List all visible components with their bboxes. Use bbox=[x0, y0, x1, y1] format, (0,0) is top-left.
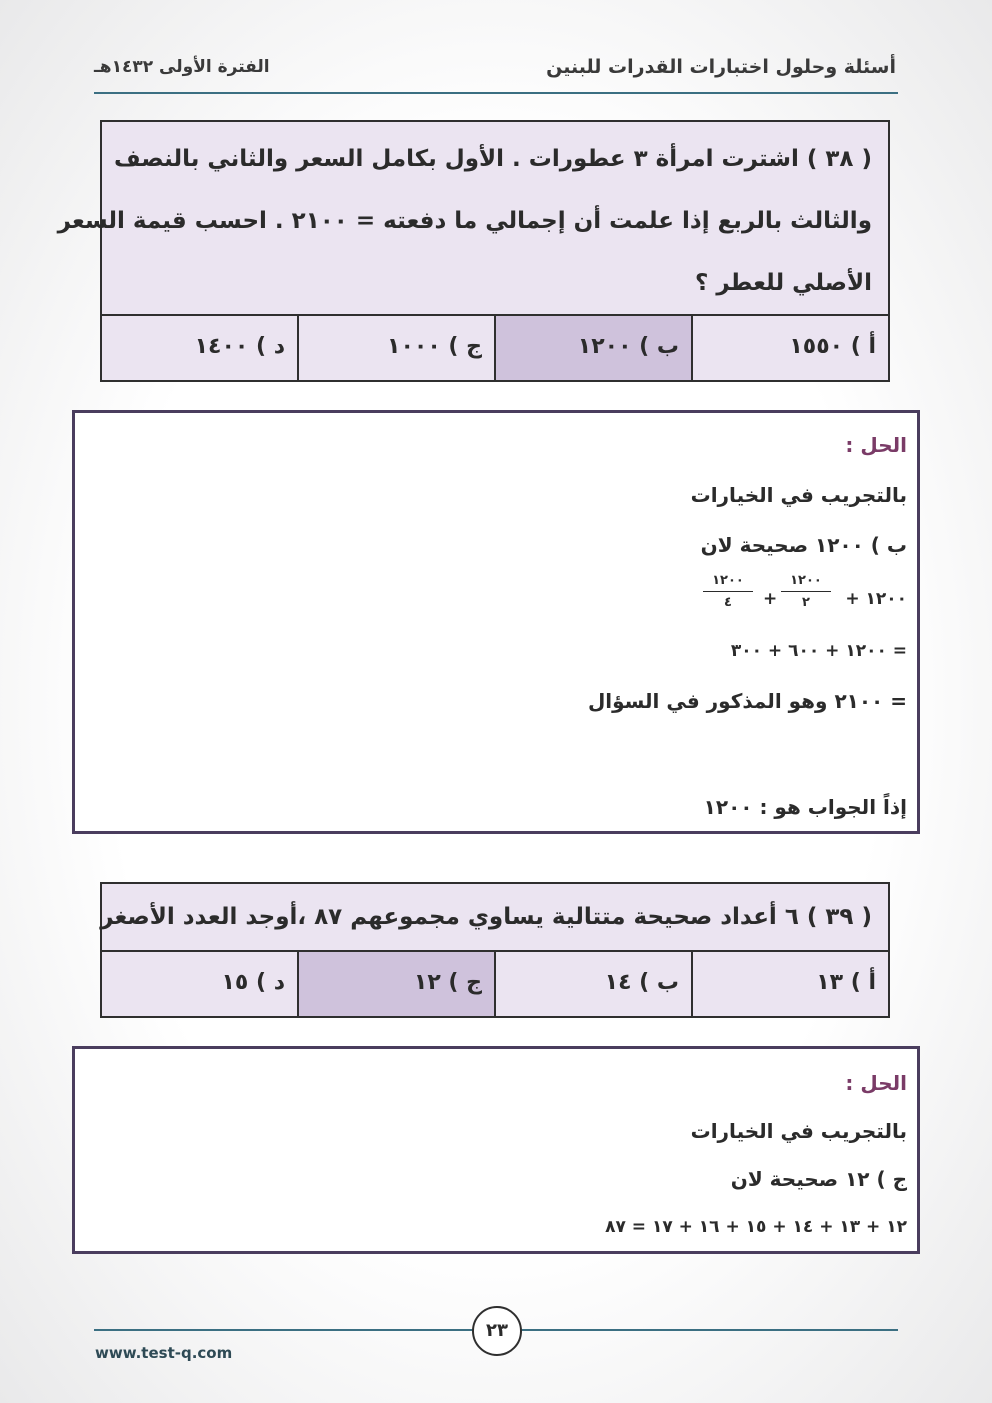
solution-line: بالتجريب في الخيارات bbox=[690, 1119, 907, 1143]
footer-divider-right bbox=[518, 1329, 898, 1331]
equation-lead: ١٢٠٠ + bbox=[845, 589, 907, 609]
option-b[interactable]: ب ) ١٤ bbox=[494, 952, 691, 1016]
question-39-box bbox=[100, 882, 890, 1018]
fraction-denominator: ٢ bbox=[802, 595, 810, 610]
solution-38-box bbox=[72, 410, 920, 834]
plus-sign: + bbox=[763, 589, 778, 609]
question-line: والثالث بالربع إذا علمت أن إجمالي ما دفعته = ٢١٠٠ . احسب قيمة السعر bbox=[57, 208, 872, 234]
equation-line: = ١٢٠٠ + ٦٠٠ + ٣٠٠ bbox=[730, 641, 907, 661]
question-39-options bbox=[102, 950, 888, 1016]
question-line: ( ٣٩ ) ٦ أعداد صحيحة متتالية يساوي مجموعهم ٨٧ ،أوجد العدد الأصغر bbox=[100, 904, 872, 930]
fraction-numerator: ١٢٠٠ bbox=[790, 573, 822, 588]
question-39-text bbox=[102, 884, 888, 948]
book-title: أسئلة وحلول اختبارات القدرات للبنين bbox=[546, 56, 896, 78]
question-line: ( ٣٨ ) اشترت امرأة ٣ عطورات . الأول بكامل السعر والثاني بالنصف bbox=[114, 146, 872, 172]
question-38-options bbox=[102, 314, 888, 380]
website-link[interactable]: www.test-q.com bbox=[95, 1344, 233, 1362]
question-line: الأصلي للعطر ؟ bbox=[695, 270, 872, 296]
fraction-denominator: ٤ bbox=[724, 595, 732, 610]
option-a[interactable]: أ ) ١٥٥٠ bbox=[691, 316, 888, 380]
option-d[interactable]: د ) ١٤٠٠ bbox=[194, 334, 285, 359]
solution-title: الحل : bbox=[845, 433, 907, 457]
solution-line: ج ) ١٢ صحيحة لان bbox=[730, 1167, 907, 1191]
option-c-selected[interactable]: ج ) ١٢ bbox=[297, 952, 494, 1016]
final-answer: إذاً الجواب هو : ١٢٠٠ bbox=[703, 795, 907, 819]
solution-title: الحل : bbox=[845, 1071, 907, 1095]
question-38-text bbox=[57, 122, 888, 314]
fraction-quarter bbox=[703, 573, 753, 610]
fraction-bar bbox=[703, 591, 753, 592]
question-38-box bbox=[57, 120, 890, 382]
equation-line: ١٢ + ١٣ + ١٤ + ١٥ + ١٦ + ١٧ = ٨٧ bbox=[605, 1217, 907, 1237]
fraction-half bbox=[781, 573, 831, 610]
solution-line: بالتجريب في الخيارات bbox=[690, 483, 907, 507]
solution-line: ب ) ١٢٠٠ صحيحة لان bbox=[700, 533, 907, 557]
option-c[interactable]: ج ) ١٠٠٠ bbox=[297, 316, 494, 380]
period-label: الفترة الأولى ١٤٣٢هـ bbox=[94, 57, 270, 77]
option-a[interactable]: أ ) ١٣ bbox=[691, 952, 888, 1016]
fraction-bar bbox=[781, 591, 831, 592]
option-b-selected[interactable]: ب ) ١٢٠٠ bbox=[494, 316, 691, 380]
footer-divider-left bbox=[94, 1329, 474, 1331]
header-divider bbox=[94, 92, 898, 94]
option-d[interactable]: د ) ١٥ bbox=[221, 970, 285, 995]
fraction-numerator: ١٢٠٠ bbox=[712, 573, 744, 588]
solution-39-box bbox=[72, 1046, 920, 1254]
equation-line: = ٢١٠٠ وهو المذكور في السؤال bbox=[587, 689, 907, 713]
page-number: ٢٣ bbox=[472, 1306, 522, 1356]
